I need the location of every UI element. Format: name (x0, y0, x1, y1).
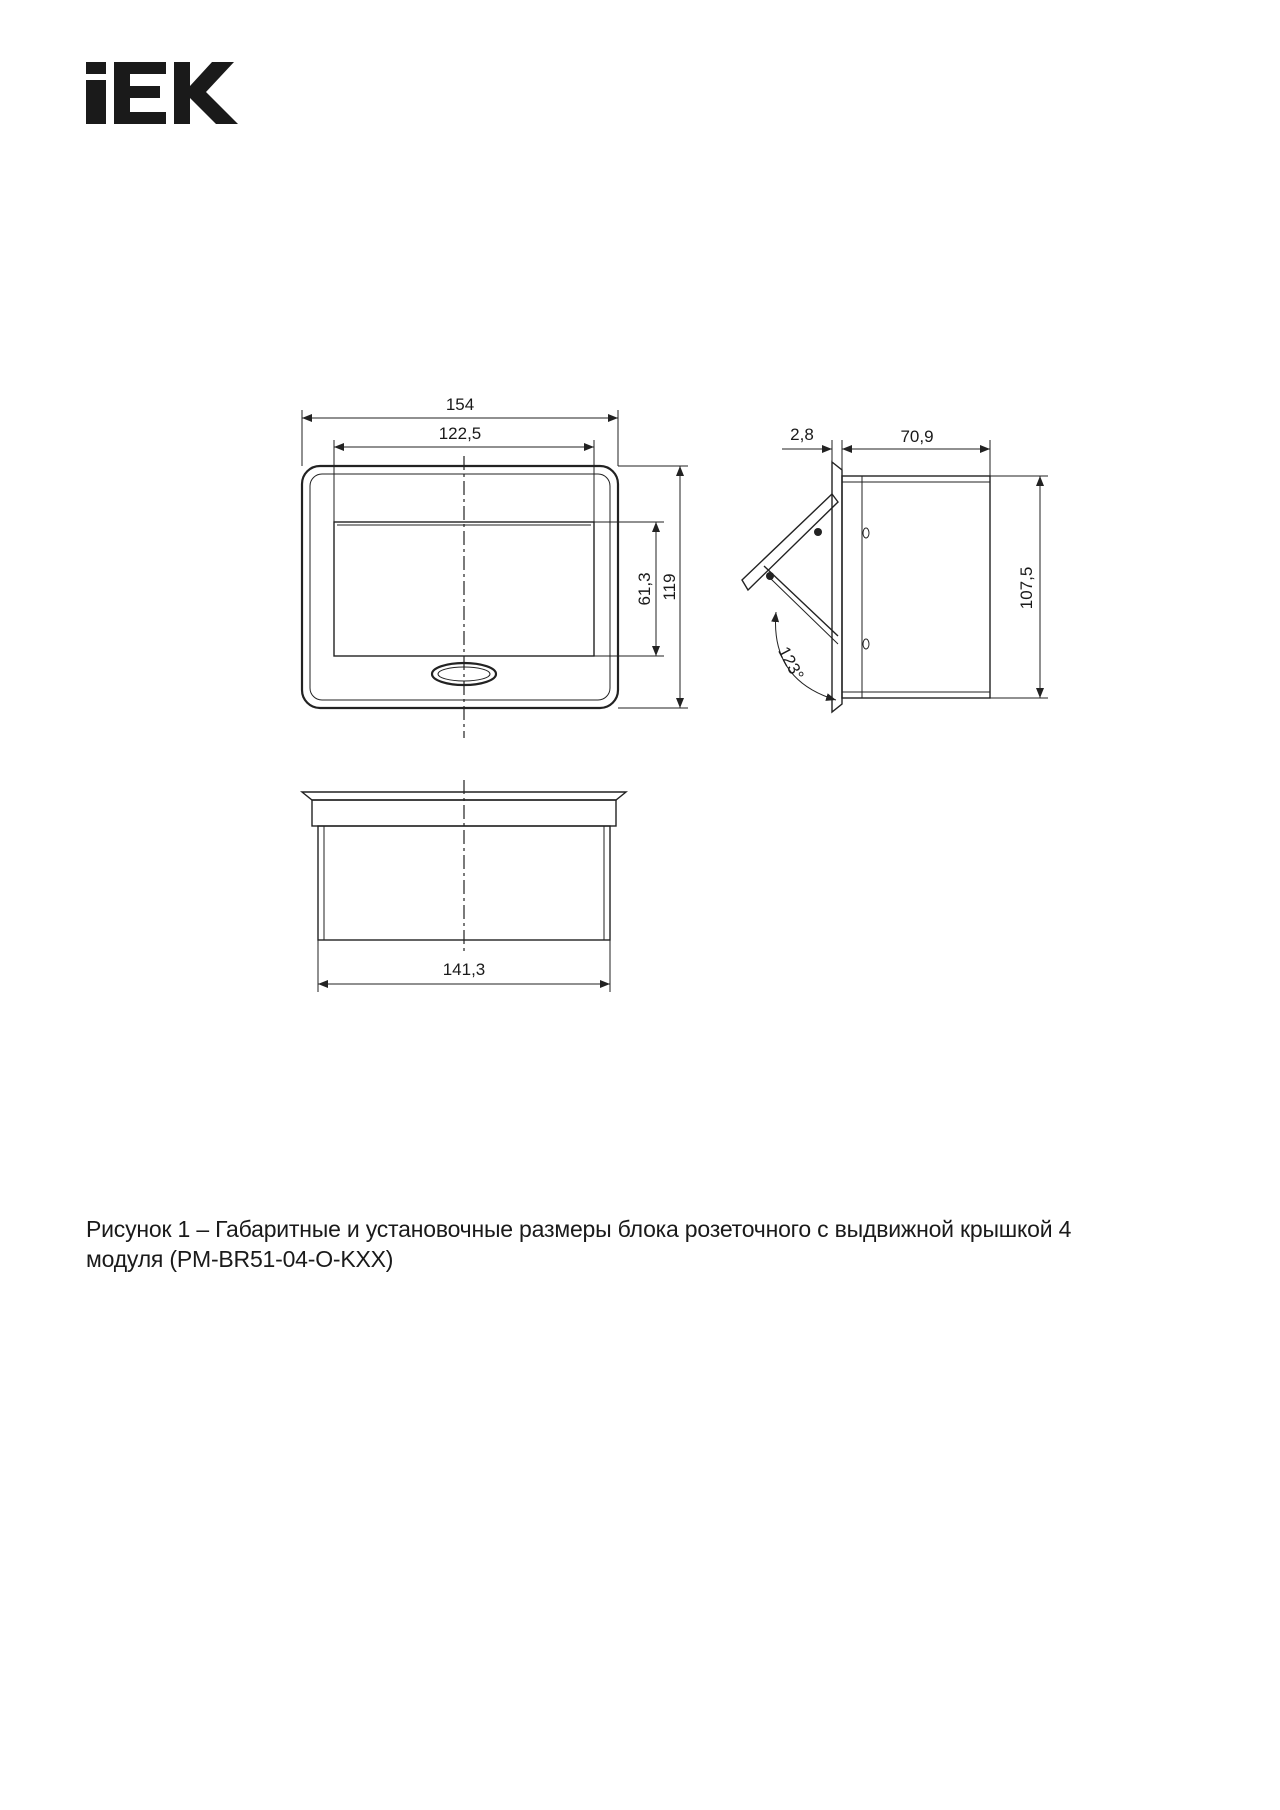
caption-line-2: модуля (PM-BR51-04-O-KXX) (86, 1246, 394, 1272)
dim-61-3: 61,3 (635, 572, 654, 606)
bottom-view (302, 780, 626, 952)
dim-2-8: 2,8 (790, 425, 814, 444)
side-view (742, 462, 990, 712)
dim-119: 119 (660, 573, 679, 601)
caption-line-1: Рисунок 1 – Габаритные и установочные размеры блока розеточного с выдвижной крышкой 4 (86, 1216, 1072, 1242)
dim-141-3: 141,3 (442, 960, 486, 979)
front-dimensions (302, 410, 688, 708)
side-dimensions (782, 440, 1048, 698)
dim-107-5: 107,5 (1017, 566, 1036, 610)
figure-caption (86, 1214, 1196, 1274)
dim-70-9: 70,9 (900, 427, 934, 446)
dim-154: 154 (445, 395, 475, 414)
dim-122-5: 122,5 (438, 424, 482, 443)
dim-angle-123: 123° (774, 643, 808, 684)
front-view (302, 456, 618, 738)
